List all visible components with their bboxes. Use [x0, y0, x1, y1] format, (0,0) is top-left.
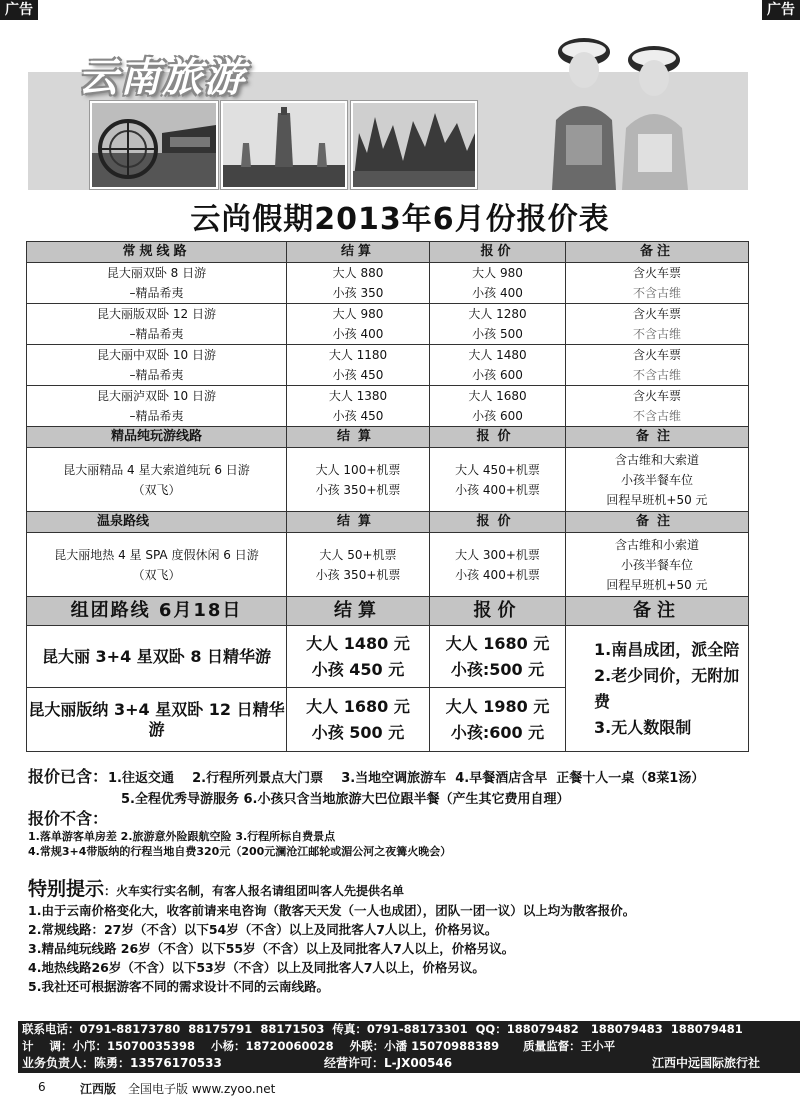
- group-tours-table: [26, 596, 749, 752]
- route-subname: （双飞）: [132, 567, 181, 582]
- settle-adult: 大人 1680 元: [306, 696, 410, 716]
- contact-footer: [18, 1021, 800, 1073]
- table-header-row: [27, 242, 749, 263]
- route-name: 昆大丽精品 4 星大索道纯玩 6 日游: [63, 462, 250, 477]
- route-name: 昆大丽版双卧 12 日游: [97, 307, 216, 321]
- table-row: [27, 263, 749, 304]
- route-subname: –精品希夷: [129, 368, 184, 382]
- remark-1: 含古维和大索道: [614, 452, 699, 467]
- route-subname: –精品希夷: [129, 286, 184, 300]
- table-row: [27, 345, 749, 386]
- settle-adult: 大人 1480 元: [306, 633, 410, 653]
- page-number: 6: [38, 1080, 46, 1094]
- settle-child: 小孩 450: [332, 409, 384, 423]
- group-route-name: 昆大丽 3+4 星双卧 8 日精华游: [27, 626, 287, 688]
- quote-child: 小孩 600: [472, 368, 523, 382]
- hotspring-header-row: [27, 512, 749, 533]
- business-manager: 业务负责人：陈勇：13576170533: [22, 1056, 222, 1070]
- excluded-line-2: 4.常规3+4带版纳的行程当地自费320元（200元澜沧江邮轮或湄公河之夜篝火晚会）: [28, 845, 452, 858]
- quote-child: 小孩 600: [472, 409, 523, 423]
- brand-logo: 云南旅游: [78, 55, 246, 101]
- group-header: 组团路线 6月18日: [27, 597, 287, 626]
- ad-label-right: 广告: [762, 0, 800, 20]
- settle-child: 小孩 350: [332, 286, 384, 300]
- table-row: [27, 386, 749, 427]
- pagodas-photo: [221, 101, 347, 189]
- ad-label-left: 广告: [0, 0, 38, 20]
- settle-adult: 大人 880: [332, 266, 384, 280]
- remark-exclude: 不含古维: [632, 368, 681, 382]
- route-name: 昆大丽泸双卧 10 日游: [97, 389, 216, 403]
- route-subname: –精品希夷: [129, 327, 184, 341]
- waterwheel-photo: [90, 101, 218, 189]
- excluded-label: 报价不含：: [28, 809, 109, 828]
- settle-adult: 大人 50+机票: [319, 547, 397, 562]
- special-item-5: 5.我社还可根据游客不同的需求设计不同的云南线路。: [28, 979, 329, 994]
- contact-phones: 联系电话：0791-88173780 88175791 88171503 传真：0791-88173301 QQ：188079482 188079483 188079481: [22, 1022, 743, 1036]
- remark-exclude: 不含古维: [632, 327, 681, 341]
- quote-adult: 大人 1480: [468, 348, 527, 362]
- header-remark: 备注: [566, 512, 749, 533]
- agency-name: 江西中远国际旅行社: [651, 1056, 760, 1070]
- group-remark-3: 3.无人数限制: [594, 717, 692, 737]
- route-subname: –精品希夷: [129, 409, 184, 423]
- special-item-3: 3.精品纯玩线路 26岁（不含）以下55岁（不含）以上及同批客人7人以上，价格另议。: [28, 941, 515, 956]
- remark-exclude: 不含古维: [632, 409, 681, 423]
- remark-2: 小孩半餐车位: [620, 472, 693, 487]
- header-remark: 备注: [566, 242, 749, 263]
- header-settle: 结算: [287, 427, 430, 448]
- quote-child: 小孩 400: [472, 286, 523, 300]
- included-line-2: 5.全程优秀导游服务 6.小孩只含当地旅游大巴位跟半餐（产生其它费用自理）: [121, 792, 570, 807]
- settle-adult: 大人 100+机票: [315, 462, 401, 477]
- table-row: [27, 304, 749, 345]
- quote-adult: 大人 980: [472, 266, 523, 280]
- special-item-1: 1.由于云南价格变化大，收客前请来电咨询（散客天天发（一人也成团），团队一团一议）以上均为散客报价。: [28, 903, 636, 918]
- edition: 江西版: [80, 1082, 117, 1096]
- remark-include: 含火车票: [632, 307, 681, 321]
- route-subname: （双飞）: [132, 482, 181, 497]
- license: 经营许可：L-JX00546: [324, 1056, 453, 1070]
- remark-3: 回程早班机+50 元: [606, 577, 708, 592]
- settle-child: 小孩 450 元: [311, 659, 405, 679]
- contact-staff: 计 调：小邝：15070035398 小杨：18720060028 外联：小潘 15070988389 质量监督：王小平: [22, 1039, 616, 1053]
- quote-child: 小孩:600 元: [450, 722, 545, 742]
- group-header-row: [27, 597, 749, 626]
- table-row: [27, 626, 749, 688]
- hotspring-header: 温泉路线: [27, 512, 287, 533]
- special-intro: ：火车实行实名制，有客人报名请组团叫客人先提供名单: [104, 884, 405, 898]
- header-quote: 报价: [430, 427, 566, 448]
- header-quote: 报价: [430, 597, 566, 626]
- stone-forest-photo: [351, 101, 477, 189]
- quote-child: 小孩:500 元: [450, 659, 545, 679]
- route-name: 昆大丽地热 4 星 SPA 度假休闲 6 日游: [54, 547, 259, 562]
- quote-child: 小孩 400+机票: [455, 482, 540, 497]
- header-remark: 备注: [566, 427, 749, 448]
- quote-adult: 大人 450+机票: [455, 462, 540, 477]
- quote-adult: 大人 1980 元: [445, 696, 550, 716]
- special-label: 特别提示: [28, 878, 105, 900]
- premium-header: 精品纯玩游线路: [27, 427, 287, 448]
- settle-adult: 大人 1180: [328, 348, 388, 362]
- group-remark-2: 2.老少同价，无附加费: [594, 665, 740, 711]
- page-title: 云尚假期2013年6月份报价表: [190, 202, 610, 237]
- settle-adult: 大人 1380: [328, 389, 388, 403]
- quote-adult: 大人 300+机票: [455, 547, 540, 562]
- header-settle: 结算: [287, 512, 430, 533]
- settle-child: 小孩 450: [332, 368, 384, 382]
- header-settle: 结算: [287, 242, 430, 263]
- quote-adult: 大人 1680 元: [445, 633, 550, 653]
- settle-child: 小孩 350+机票: [315, 567, 401, 582]
- settle-child: 小孩 400: [332, 327, 384, 341]
- included-section: [28, 766, 704, 810]
- table-row: [27, 448, 749, 512]
- special-section: [28, 880, 635, 996]
- included-label: 报价已含：: [28, 767, 109, 786]
- included-line-1: 1.往返交通 2.行程所列景点大门票 3.当地空调旅游车 4.早餐酒店含早 正餐十人一桌（8菜1汤）: [108, 771, 705, 786]
- excluded-section: [28, 808, 451, 859]
- table-row: [27, 533, 749, 597]
- remark-3: 回程早班机+50 元: [606, 492, 708, 507]
- quote-child: 小孩 400+机票: [455, 567, 540, 582]
- remark-include: 含火车票: [632, 348, 681, 362]
- group-remark-1: 1.南昌成团，派全陪: [594, 639, 740, 659]
- settle-adult: 大人 980: [332, 307, 384, 321]
- remark-2: 小孩半餐车位: [620, 557, 693, 572]
- quote-child: 小孩 500: [472, 327, 523, 341]
- yunnan-girls-photo: [532, 30, 702, 190]
- header-quote: 报价: [430, 512, 566, 533]
- settle-child: 小孩 500 元: [311, 722, 405, 742]
- premium-header-row: [27, 427, 749, 448]
- quote-adult: 大人 1680: [468, 389, 527, 403]
- route-name: 昆大丽双卧 8 日游: [106, 266, 207, 280]
- settle-child: 小孩 350+机票: [315, 482, 401, 497]
- quote-adult: 大人 1280: [468, 307, 527, 321]
- header-settle: 结算: [287, 597, 430, 626]
- header-remark: 备注: [566, 597, 749, 626]
- site-link[interactable]: 全国电子版 www.zyoo.net: [128, 1082, 276, 1096]
- excluded-line-1: 1.落单游客单房差 2.旅游意外险跟航空险 3.行程所标自费景点: [28, 830, 336, 843]
- header-route: 常规线路: [27, 242, 287, 263]
- special-item-4: 4.地热线路26岁（不含）以下53岁（不含）以上及同批客人7人以上，价格另议。: [28, 960, 485, 975]
- special-item-2: 2.常规线路：27岁（不含）以下54岁（不含）以上及同批客人7人以上，价格另议。: [28, 922, 498, 937]
- remark-include: 含火车票: [632, 389, 681, 403]
- header-quote: 报价: [430, 242, 566, 263]
- remark-exclude: 不含古维: [632, 286, 681, 300]
- route-name: 昆大丽中双卧 10 日游: [97, 348, 216, 362]
- regular-routes-table: [26, 241, 749, 597]
- group-route-name: 昆大丽版纳 3+4 星双卧 12 日精华游: [27, 688, 287, 752]
- remark-include: 含火车票: [632, 266, 681, 280]
- remark-1: 含古维和小索道: [614, 537, 699, 552]
